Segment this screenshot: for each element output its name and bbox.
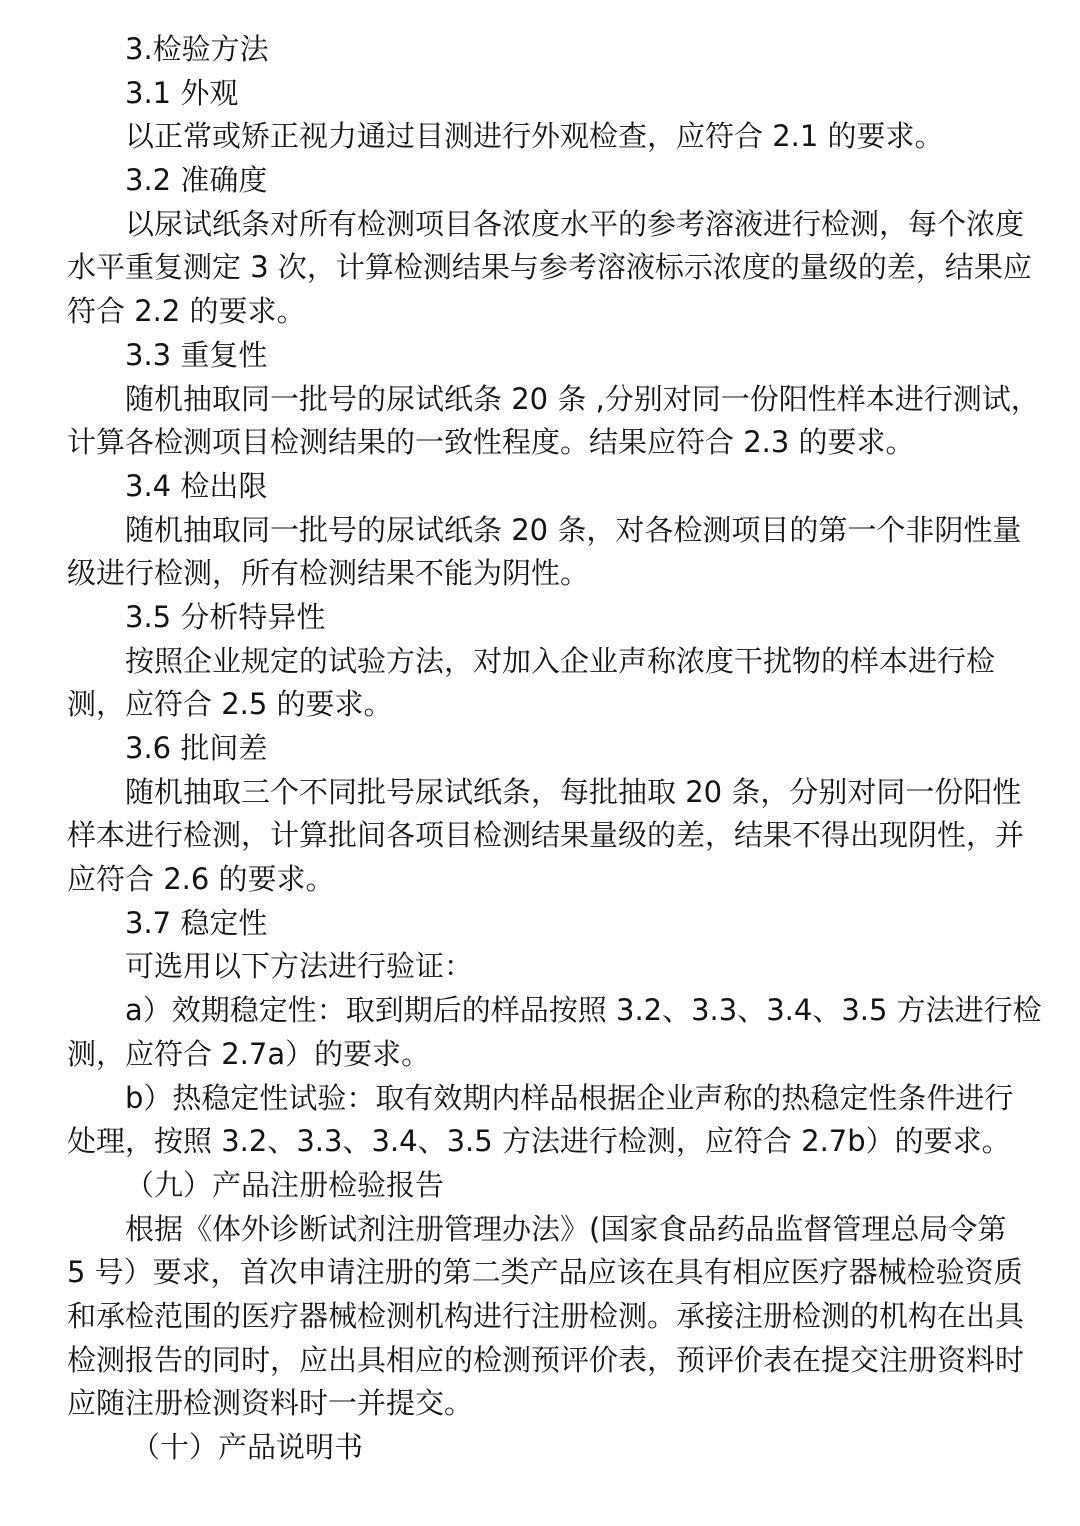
subsection-heading: 3.7 稳定性 <box>125 905 268 940</box>
paragraph-line: 测，应符合 2.5 的要求。 <box>67 687 393 722</box>
paragraph-line: 5 号）要求，首次申请注册的第二类产品应该在具有相应医疗器械检验资质 <box>67 1255 1023 1290</box>
paragraph-line: 以尿试纸条对所有检测项目各浓度水平的参考溶液进行检测，每个浓度 <box>125 206 1025 241</box>
paragraph-line: 和承检范围的医疗器械检测机构进行注册检测。承接注册检测的机构在出具 <box>67 1298 1025 1333</box>
paragraph-line: 测，应符合 2.7a）的要求。 <box>67 1036 431 1071</box>
document-body <box>67 28 1042 1470</box>
subsection-heading: 3.4 检出限 <box>125 468 268 503</box>
paragraph-line: 级进行检测，所有检测结果不能为阴性。 <box>67 556 590 591</box>
paragraph-line: 计算各检测项目检测结果的一致性程度。结果应符合 2.3 的要求。 <box>67 425 915 460</box>
paragraph-line: 随机抽取三个不同批号尿试纸条，每批抽取 20 条，分别对同一份阳性 <box>125 774 1022 809</box>
paragraph-line: 可选用以下方法进行验证： <box>125 949 474 984</box>
paragraph-line: 应符合 2.6 的要求。 <box>67 862 335 897</box>
paragraph-line: 随机抽取同一批号的尿试纸条 20 条 ,分别对同一份阳性样本进行测试， <box>125 381 1040 416</box>
paragraph-line: 根据《体外诊断试剂注册管理办法》(国家食品药品监督管理总局令第 <box>125 1211 1007 1246</box>
section-heading: （九）产品注册检验报告 <box>125 1167 445 1202</box>
section-heading: 3.检验方法 <box>125 32 269 66</box>
paragraph-line: 水平重复测定 3 次，计算检测结果与参考溶液标示浓度的量级的差，结果应 <box>67 250 1032 285</box>
paragraph-line: 应随注册检测资料时一并提交。 <box>67 1386 474 1421</box>
subsection-heading: 3.5 分析特异性 <box>125 599 326 634</box>
paragraph-line: 按照企业规定的试验方法，对加入企业声称浓度干扰物的样本进行检 <box>125 643 996 678</box>
section-heading: （十）产品说明书 <box>131 1430 364 1464</box>
paragraph-line: 以正常或矫正视力通过目测进行外观检查，应符合 2.1 的要求。 <box>125 119 944 154</box>
paragraph-line: 处理，按照 3.2、3.3、3.4、3.5 方法进行检测，应符合 2.7b）的要求。 <box>67 1124 1011 1159</box>
subsection-heading: 3.3 重复性 <box>125 337 268 372</box>
list-item-a: a）效期稳定性：取到期后的样品按照 3.2、3.3、3.4、3.5 方法进行检 <box>125 993 1042 1028</box>
paragraph-line: 符合 2.2 的要求。 <box>67 294 306 329</box>
subsection-heading: 3.1 外观 <box>125 75 239 110</box>
subsection-heading: 3.2 准确度 <box>125 163 268 198</box>
paragraph-line: 随机抽取同一批号的尿试纸条 20 条，对各检测项目的第一个非阴性量 <box>125 512 1022 547</box>
subsection-heading: 3.6 批间差 <box>125 731 268 765</box>
paragraph-line: 检测报告的同时，应出具相应的检测预评价表，预评价表在提交注册资料时 <box>67 1342 1025 1377</box>
list-item-b: b）热稳定性试验：取有效期内样品根据企业声称的热稳定性条件进行 <box>125 1080 1014 1115</box>
paragraph-line: 样本进行检测，计算批间各项目检测结果量级的差，结果不得出现阴性，并 <box>67 818 1025 853</box>
